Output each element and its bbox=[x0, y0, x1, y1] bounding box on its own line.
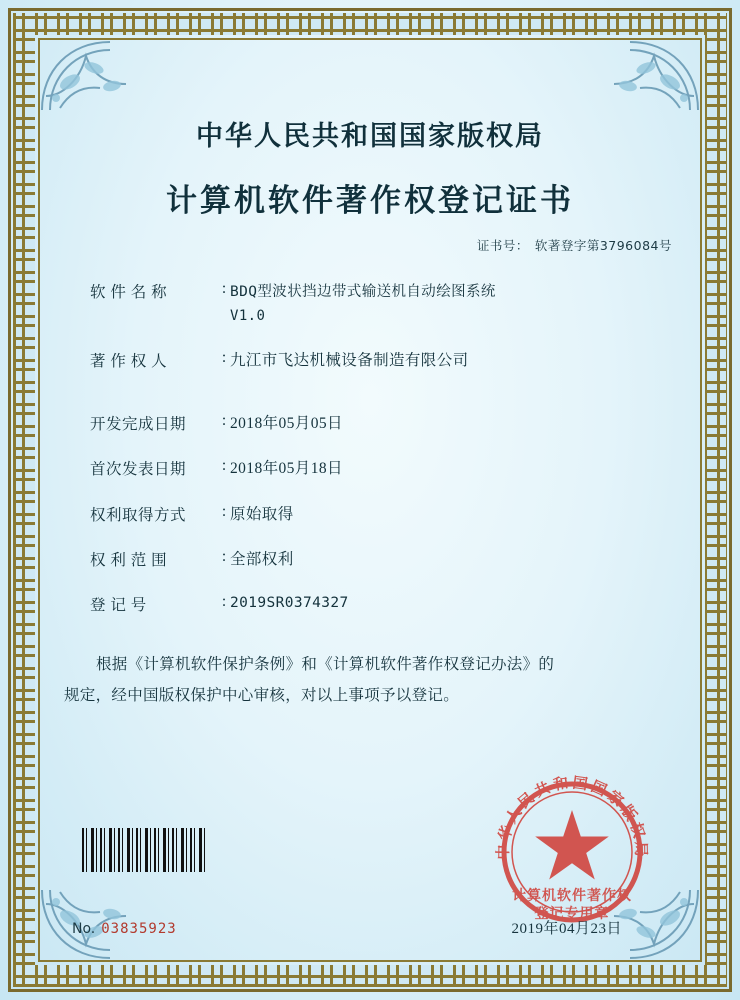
field-value bbox=[230, 280, 684, 327]
field-label: 软 件 名 称 bbox=[90, 284, 168, 301]
barcode bbox=[82, 828, 208, 872]
field-value: 原始取得 bbox=[230, 505, 294, 523]
field-copyright-owner bbox=[90, 349, 684, 372]
field-value: 2018年05月05日 bbox=[230, 415, 343, 432]
document-serial-label: No. bbox=[72, 921, 96, 937]
svg-text:中华人民共和国国家版权局: 中华人民共和国国家版权局 bbox=[493, 773, 651, 860]
field-value-version: V1.0 bbox=[230, 307, 266, 324]
field-rights-scope bbox=[90, 548, 684, 571]
field-registration-number bbox=[90, 593, 684, 615]
field-value-text: BDQ型波状挡边带式输送机自动绘图系统 bbox=[230, 284, 496, 300]
statement-line-2: 规定，经中国版权保护中心审核，对以上事项予以登记。 bbox=[64, 687, 460, 704]
document-serial-value: 03835923 bbox=[101, 921, 177, 937]
svg-text:计算机软件著作权: 计算机软件著作权 bbox=[512, 888, 632, 904]
field-value: 九江市飞达机械设备制造有限公司 bbox=[230, 351, 469, 369]
statement-line-1: 根据《计算机软件保护条例》和《计算机软件著作权登记办法》的 bbox=[96, 656, 555, 673]
official-seal bbox=[486, 766, 658, 938]
field-colon: : bbox=[221, 412, 227, 429]
certificate-number-label: 证书号： bbox=[476, 239, 529, 253]
issue-date: 2019年04月23日 bbox=[511, 921, 622, 937]
field-label: 权利取得方式 bbox=[90, 506, 187, 524]
svg-text:登记专用章: 登记专用章 bbox=[534, 906, 610, 922]
field-label: 开发完成日期 bbox=[90, 416, 187, 433]
certificate-number bbox=[56, 236, 684, 254]
field-colon: : bbox=[221, 457, 227, 475]
field-colon: : bbox=[221, 502, 227, 520]
field-label: 权 利 范 围 bbox=[90, 551, 168, 569]
field-colon: : bbox=[221, 280, 227, 297]
field-value: 全部权利 bbox=[230, 550, 294, 568]
field-label: 登 记 号 bbox=[90, 597, 147, 614]
field-acquisition-method bbox=[90, 503, 684, 526]
document-serial-number bbox=[72, 921, 177, 938]
certificate-number-value: 软著登字第3796084号 bbox=[534, 238, 672, 253]
field-label: 首次发表日期 bbox=[90, 461, 187, 479]
legal-statement bbox=[56, 649, 684, 711]
field-colon: : bbox=[221, 348, 227, 366]
field-software-name bbox=[90, 280, 684, 327]
field-development-date bbox=[90, 412, 684, 435]
field-value: 2018年05月18日 bbox=[230, 460, 343, 478]
certificate-title: 计算机软件著作权登记证书 bbox=[166, 183, 574, 219]
field-list bbox=[56, 280, 684, 615]
field-colon: : bbox=[221, 547, 227, 565]
authority-title: 中华人民共和国国家版权局 bbox=[196, 121, 544, 152]
field-colon: : bbox=[221, 593, 227, 610]
field-first-publish-date bbox=[90, 457, 684, 480]
field-value: 2019SR0374327 bbox=[230, 595, 349, 611]
field-label: 著 作 权 人 bbox=[90, 352, 168, 370]
